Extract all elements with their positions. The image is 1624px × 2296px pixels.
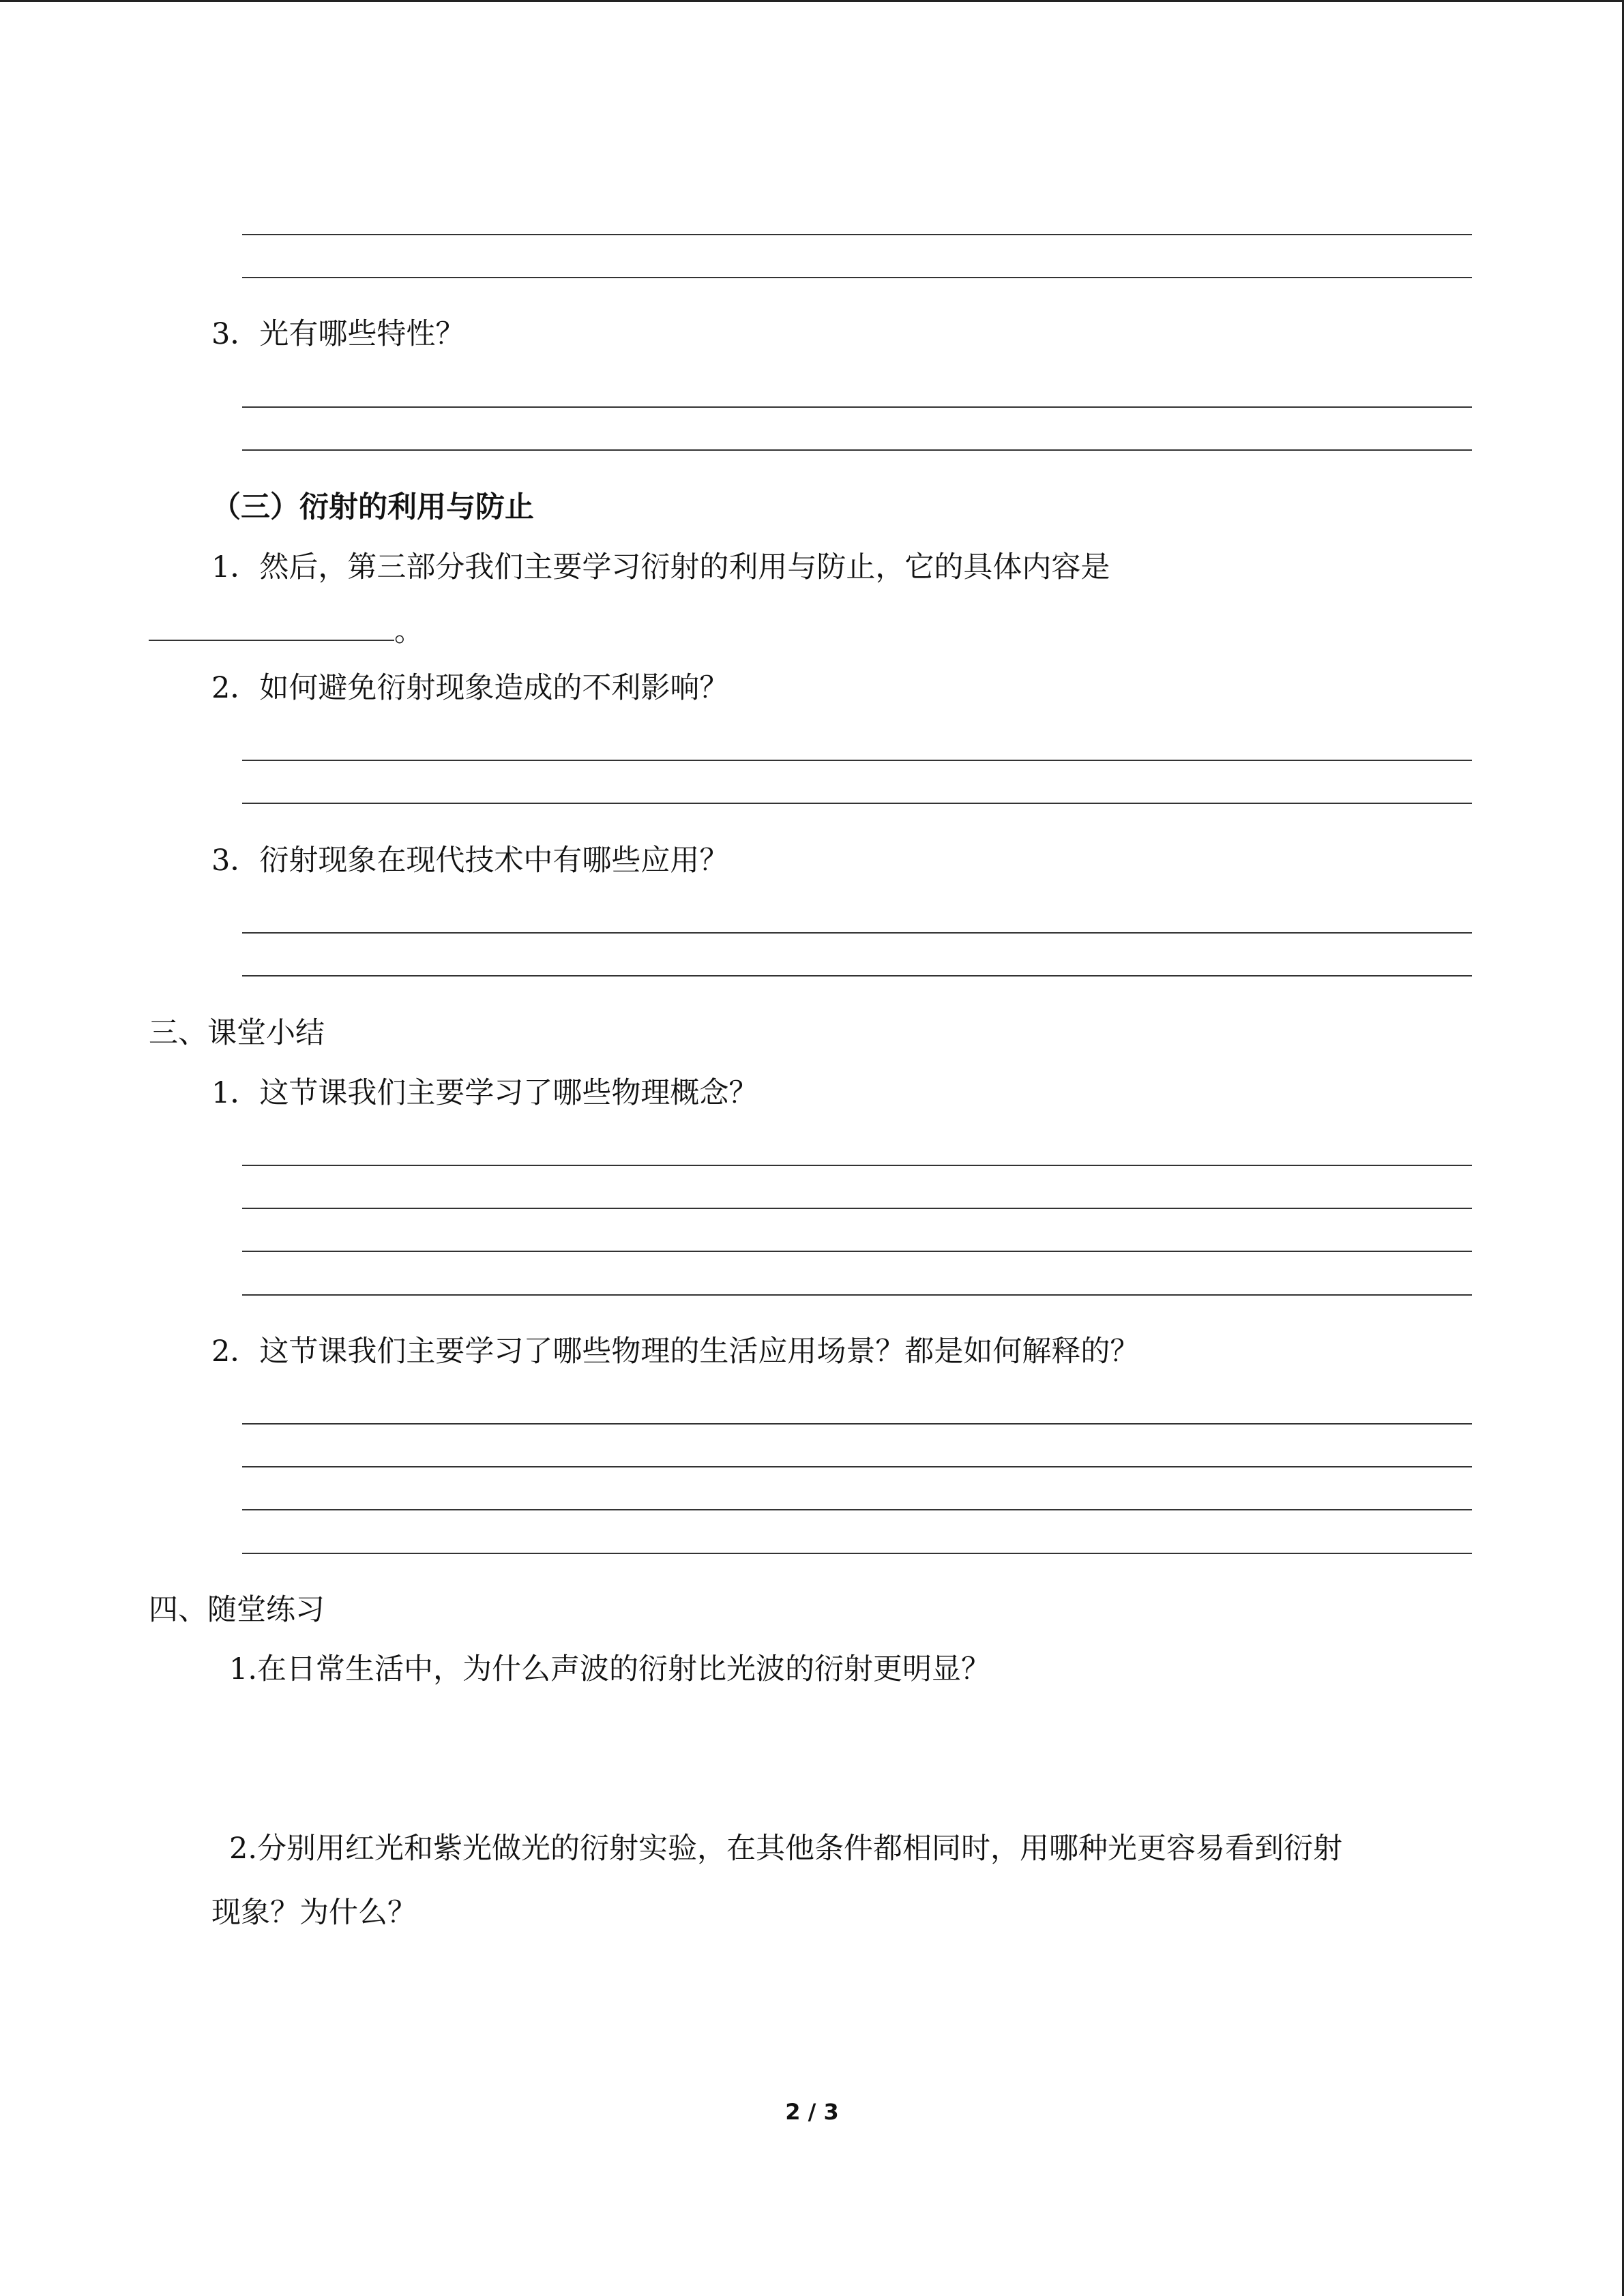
- answer-line[interactable]: [242, 1509, 1472, 1510]
- answer-line[interactable]: [242, 1208, 1472, 1209]
- fill-blank-row: [149, 611, 424, 652]
- fill-blank-period: 。: [394, 614, 424, 648]
- answer-line[interactable]: [242, 1553, 1472, 1554]
- answer-line[interactable]: [242, 1423, 1472, 1425]
- page-border-top: [0, 0, 1624, 2]
- practice-question-2-line-1: 2.分别用红光和紫光做光的衍射实验，在其他条件都相同时，用哪种光更容易看到衍射: [229, 1832, 1343, 1866]
- answer-line[interactable]: [242, 277, 1472, 278]
- answer-line[interactable]: [242, 1294, 1472, 1296]
- question-physics-concepts: 1．这节课我们主要学习了哪些物理概念？: [211, 1076, 758, 1110]
- answer-line[interactable]: [242, 1165, 1472, 1166]
- answer-line[interactable]: [242, 1251, 1472, 1252]
- question-diffraction-content: 1．然后，第三部分我们主要学习衍射的利用与防止，它的具体内容是: [211, 550, 1110, 584]
- practice-question-1: 1.在日常生活中，为什么声波的衍射比光波的衍射更明显？: [229, 1652, 991, 1686]
- practice-question-2-line-2: 现象？为什么？: [211, 1896, 417, 1930]
- question-life-applications: 2．这节课我们主要学习了哪些物理的生活应用场景？都是如何解释的？: [211, 1335, 1140, 1369]
- answer-line[interactable]: [242, 1466, 1472, 1467]
- answer-line[interactable]: [242, 760, 1472, 761]
- page-number: 2 / 3: [785, 2099, 839, 2125]
- section-title-summary: 三、课堂小结: [149, 1016, 325, 1050]
- fill-blank[interactable]: [149, 612, 394, 641]
- subsection-title-diffraction-use: （三）衍射的利用与防止: [211, 490, 534, 524]
- question-avoid-diffraction: 2．如何避免衍射现象造成的不利影响？: [211, 671, 729, 705]
- answer-line[interactable]: [242, 932, 1472, 934]
- section-title-practice: 四、随堂练习: [149, 1593, 325, 1627]
- answer-line[interactable]: [242, 975, 1472, 976]
- answer-line[interactable]: [242, 449, 1472, 451]
- answer-line[interactable]: [242, 234, 1472, 235]
- question-diffraction-applications: 3．衍射现象在现代技术中有哪些应用？: [211, 844, 729, 878]
- answer-line[interactable]: [242, 803, 1472, 804]
- question-light-properties: 3．光有哪些特性？: [211, 317, 465, 351]
- answer-line[interactable]: [242, 406, 1472, 408]
